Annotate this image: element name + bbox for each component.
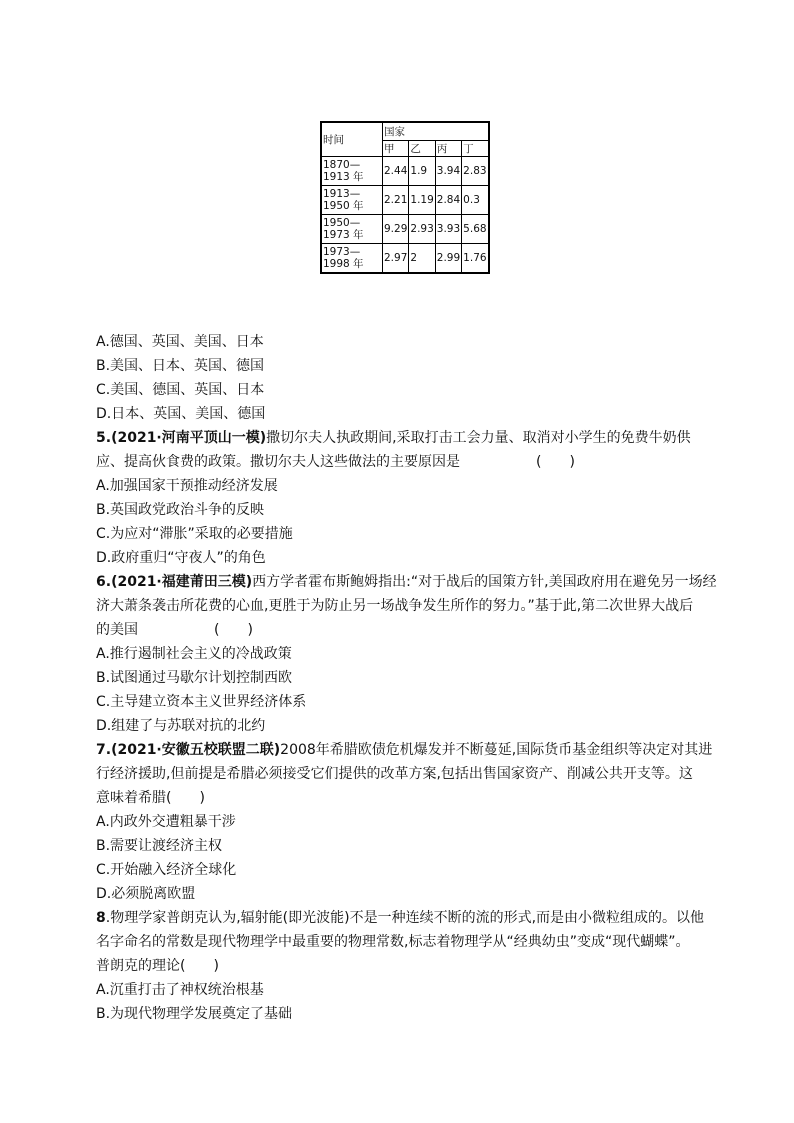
- option-b: B.为现代物理学发展奠定了基础: [96, 1006, 293, 1022]
- table-cell: 2.44: [383, 157, 409, 186]
- table-cell: 2.21: [383, 186, 409, 215]
- table-cell: 2.97: [383, 244, 409, 274]
- header-time: 时间: [321, 122, 383, 157]
- table-cell: 2.93: [409, 215, 435, 244]
- country-bing: 丙: [435, 141, 461, 157]
- table-row: [321, 244, 489, 274]
- option-c: C.美国、德国、英国、日本: [96, 382, 265, 398]
- question-5-stem: 5.(2021·河南平顶山一模)撒切尔夫人执政期间,采取打击工会力量、取消对小学生的免费牛奶供: [96, 430, 691, 446]
- table-cell: 2.99: [435, 244, 461, 274]
- answer-paren: ( ): [214, 622, 253, 638]
- table-cell: 9.29: [383, 215, 409, 244]
- table-cell: 1.9: [409, 157, 435, 186]
- option-b: B.需要让渡经济主权: [96, 838, 223, 854]
- answer-paren: ( ): [536, 454, 575, 470]
- header-country: 国家: [383, 122, 489, 141]
- table-cell: 1.19: [409, 186, 435, 215]
- option-a: A.推行遏制社会主义的冷战政策: [96, 646, 292, 662]
- option-b: B.英国政党政治斗争的反映: [96, 502, 265, 518]
- question-6-stem: 6.(2021·福建莆田三模)西方学者霍布斯鲍姆指出:“对于战后的国策方针,美国政府用在避免另一场经: [96, 574, 717, 590]
- question-7-stem: 7.(2021·安徽五校联盟二联)2008年希腊欧债危机爆发并不断蔓延,国际货币基金组织等决定对其进: [96, 742, 713, 758]
- table-row: [321, 186, 489, 215]
- answer-paren: ( ): [180, 958, 219, 974]
- table-cell: 1.76: [462, 244, 489, 274]
- option-d: D.组建了与苏联对抗的北约: [96, 718, 266, 734]
- row-time: 1913— 1950 年: [321, 186, 383, 215]
- row-time: 1973— 1998 年: [321, 244, 383, 274]
- country-yi: 乙: [409, 141, 435, 157]
- option-d: D.必须脱离欧盟: [96, 886, 196, 902]
- table-cell: 2: [409, 244, 435, 274]
- option-a: A.内政外交遭粗暴干涉: [96, 814, 236, 830]
- table-cell: 2.84: [435, 186, 461, 215]
- table-row: [321, 157, 489, 186]
- growth-table: [320, 121, 490, 274]
- questions: A.德国、英国、美国、日本 B.美国、日本、英国、德国 C.美国、德国、英国、日本 D.日本、英国、美国、德国 5.(2021·河南平顶山一模)撒切尔夫人执政期间,采取打击工会力量、取消对小学生的免费牛奶供 应、提高伙食费的政策。撒切尔夫人这些做法的主要原因是 ( ) A.加强国家干预推动经济发展 B.英国政党政治斗争的反映 C.为应对“滞胀”采取的必要措施 D.政府重归“守夜人”的角色 6.(2021·福建莆田三模)西方学者霍布斯鲍姆指出:“对于战后的国策方针,美国政府用在避免另一场经 济大萧条袭击所花费的心血,更胜于为防止另一场战争发生所作的努力。”基于此,第二次世界大战后 的美国 ( ) A.推行遏制社会主义的冷战政策 B.试图通过马歇尔计划控制西欧 C.主导建立资本主义世界经济体系 D.组建了与苏联对抗的北约 7.(2021·安徽五校联盟二联)2008年希腊欧债危机爆发并不断蔓延,国际货币基金组织等决定对其进 行经济援助,但前提是希腊必须接受它们提供的改革方案,包括出售国家资产、削减公共开支等。这 意味着希腊( ) A.内政外交遭粗暴干涉 B.需要让渡经济主权 C.开始融入经济全球化 D.必须脱离欧盟 8.物理学家普朗克认为,辐射能(即光波能)不是一种连续不断的流的形式,而是由小微粒组成的。以他 名字命名的常数是现代物理学中最重要的物理常数,标志着物理学从“经典幼虫”变成“现代蝴蝶”。 普朗克的理论( ) A.沉重打击了神权统治根基 B.为现代物理学发展奠定了基础: [96, 330, 706, 1026]
- option-c: C.为应对“滞胀”采取的必要措施: [96, 526, 293, 542]
- table-row: [321, 215, 489, 244]
- table-cell: 3.94: [435, 157, 461, 186]
- row-time: 1950— 1973 年: [321, 215, 383, 244]
- question-8-stem: 8.物理学家普朗克认为,辐射能(即光波能)不是一种连续不断的流的形式,而是由小微粒组成的。以他: [96, 910, 705, 926]
- country-ding: 丁: [462, 141, 489, 157]
- option-b: B.美国、日本、英国、德国: [96, 358, 265, 374]
- option-d: D.政府重归“守夜人”的角色: [96, 550, 266, 566]
- answer-paren: ( ): [166, 790, 205, 806]
- option-c: C.主导建立资本主义世界经济体系: [96, 694, 307, 710]
- option-a: A.沉重打击了神权统治根基: [96, 982, 264, 998]
- table-cell: 5.68: [462, 215, 489, 244]
- table-cell: 0.3: [462, 186, 489, 215]
- row-time: 1870— 1913 年: [321, 157, 383, 186]
- option-b: B.试图通过马歇尔计划控制西欧: [96, 670, 293, 686]
- table-cell: 3.93: [435, 215, 461, 244]
- option-c: C.开始融入经济全球化: [96, 862, 237, 878]
- table-cell: 2.83: [462, 157, 489, 186]
- option-d: D.日本、英国、美国、德国: [96, 406, 266, 422]
- country-jia: 甲: [383, 141, 409, 157]
- option-a: A.加强国家干预推动经济发展: [96, 478, 278, 494]
- option-a: A.德国、英国、美国、日本: [96, 334, 264, 350]
